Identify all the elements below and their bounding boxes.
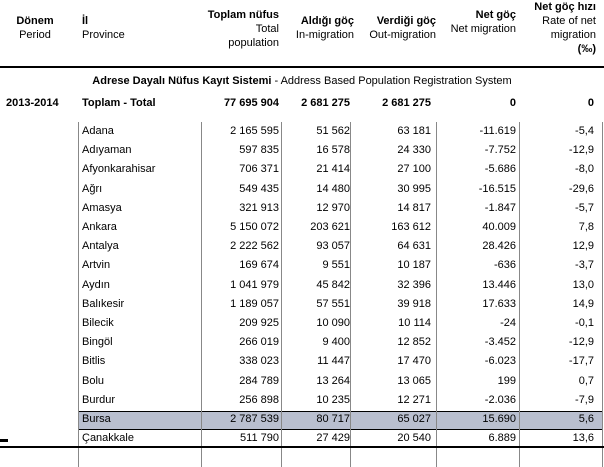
cell-rate: 12,9 <box>572 240 594 253</box>
cell-out-migration: 13 065 <box>397 374 431 387</box>
cell-net-migration: 15.690 <box>482 413 516 425</box>
table-row[interactable] <box>0 122 604 141</box>
total-out: 2 681 275 <box>382 97 431 109</box>
cell-province: Balıkesir <box>82 297 125 310</box>
cell-out-migration: 27 100 <box>397 163 431 176</box>
section-title: Adrese Dayalı Nüfus Kayıt Sistemi - Address Based Population Registration System <box>92 75 512 87</box>
cell-rate: -0,1 <box>575 317 594 329</box>
cell-rate: -8,0 <box>575 163 594 176</box>
cell-out-migration: 20 540 <box>397 432 431 445</box>
cell-rate: 13,6 <box>572 432 594 445</box>
cell-rate: 5,6 <box>578 413 594 425</box>
table-row[interactable] <box>0 218 604 237</box>
cell-net-migration: -1.847 <box>484 201 516 214</box>
cell-population: 5 150 072 <box>230 221 279 233</box>
cell-in-migration: 10 235 <box>316 393 350 406</box>
cell-out-migration: 64 631 <box>397 240 431 253</box>
cell-population: 549 435 <box>239 182 279 195</box>
total-population: 77 695 904 <box>223 97 279 109</box>
cell-in-migration: 13 264 <box>316 374 350 387</box>
cell-net-migration: -7.752 <box>484 144 516 157</box>
cell-net-migration: -2.036 <box>484 393 516 406</box>
cell-rate: 14,9 <box>572 297 594 310</box>
cell-rate: 7,8 <box>578 221 594 233</box>
cell-out-migration: 12 271 <box>397 393 431 406</box>
table-row[interactable] <box>0 410 604 429</box>
cell-population: 597 835 <box>239 144 279 157</box>
cell-province: Artvin <box>82 259 111 272</box>
cell-rate: -3,7 <box>575 259 594 272</box>
column-divider <box>602 122 603 467</box>
total-net: 0 <box>509 97 516 109</box>
cell-out-migration: 39 918 <box>397 297 431 310</box>
header-divider <box>0 66 604 68</box>
table-row[interactable] <box>0 333 604 352</box>
cell-out-migration: 32 396 <box>397 278 431 291</box>
cell-province: Afyonkarahisar <box>82 163 156 176</box>
cell-population: 169 674 <box>239 259 279 272</box>
cell-net-migration: -24 <box>500 317 516 329</box>
cell-province: Bursa <box>82 413 111 425</box>
cell-net-migration: 28.426 <box>482 240 516 253</box>
column-divider <box>78 122 79 467</box>
cell-population: 321 913 <box>239 201 279 214</box>
cell-population: 2 222 562 <box>230 240 279 253</box>
cell-province: Bingöl <box>82 336 113 349</box>
cell-net-migration: -16.515 <box>478 182 516 195</box>
cell-rate: -7,9 <box>575 393 594 406</box>
table-row[interactable] <box>0 391 604 410</box>
header-net-migration: Net göç Net migration <box>450 9 516 35</box>
cell-province: Adana <box>82 125 114 137</box>
header-rate: Net göç hızı Rate of net migration (‰) <box>534 1 596 55</box>
table-row[interactable] <box>0 180 604 199</box>
cell-net-migration: 6.889 <box>488 432 516 445</box>
cell-province: Çanakkale <box>82 432 134 445</box>
cell-in-migration: 93 057 <box>316 240 350 253</box>
cell-rate: -12,9 <box>568 144 594 157</box>
cell-out-migration: 10 114 <box>398 317 431 329</box>
cell-net-migration: -11.619 <box>479 125 516 137</box>
column-divider <box>436 122 437 467</box>
cell-out-migration: 10 187 <box>397 259 431 272</box>
cell-population: 706 371 <box>239 163 279 176</box>
cell-population: 256 898 <box>239 393 279 406</box>
cell-in-migration: 51 562 <box>316 125 350 137</box>
cell-in-migration: 10 090 <box>316 317 350 329</box>
cell-population: 1 189 057 <box>230 297 279 310</box>
cell-population: 2 787 539 <box>230 413 279 425</box>
table-row[interactable] <box>0 141 604 160</box>
cell-net-migration: -3.452 <box>484 336 516 349</box>
cell-population: 2 165 595 <box>230 125 279 137</box>
cell-rate: -5,7 <box>575 201 594 214</box>
cell-out-migration: 30 995 <box>397 182 431 195</box>
cell-net-migration: 13.446 <box>482 278 516 291</box>
cell-in-migration: 12 970 <box>316 201 350 214</box>
cell-net-migration: -636 <box>493 259 516 272</box>
total-row <box>0 97 604 113</box>
cell-province: Adıyaman <box>82 144 132 157</box>
selected-row-underline <box>0 446 604 448</box>
header-out-migration: Verdiği göç Out-migration <box>369 15 436 41</box>
cell-population: 266 019 <box>239 336 279 349</box>
cell-rate: 0,7 <box>578 374 594 387</box>
cell-net-migration: 199 <box>497 374 516 387</box>
table-row[interactable] <box>0 199 604 218</box>
header-in-migration: Aldığı göç In-migration <box>295 15 354 41</box>
cell-province: Bitlis <box>82 355 106 368</box>
cell-population: 1 041 979 <box>230 278 279 291</box>
cell-in-migration: 14 480 <box>316 182 350 195</box>
total-in: 2 681 275 <box>301 97 350 109</box>
cell-in-migration: 203 621 <box>310 221 350 233</box>
cell-net-migration: -6.023 <box>484 355 516 368</box>
cell-in-migration: 27 429 <box>316 432 350 445</box>
cell-province: Amasya <box>82 201 122 214</box>
cell-in-migration: 45 842 <box>316 278 350 291</box>
cell-net-migration: 17.633 <box>482 297 516 310</box>
cell-rate: 13,0 <box>572 278 594 291</box>
total-period: 2013-2014 <box>6 97 59 109</box>
cell-net-migration: -5.686 <box>484 163 516 176</box>
cell-province: Bolu <box>82 374 105 387</box>
cell-population: 511 790 <box>240 432 279 445</box>
cell-province: Bilecik <box>82 317 114 329</box>
table-row[interactable] <box>0 160 604 179</box>
cell-population: 284 789 <box>239 374 279 387</box>
column-divider <box>350 122 351 467</box>
cell-in-migration: 16 578 <box>316 144 350 157</box>
table-row[interactable] <box>0 237 604 256</box>
cell-province: Ağrı <box>82 182 103 195</box>
cell-rate: -5,4 <box>575 125 594 137</box>
cell-out-migration: 63 181 <box>397 125 431 137</box>
column-divider <box>201 122 202 467</box>
total-label: Toplam - Total <box>82 97 156 109</box>
header-period: Dönem Period <box>16 15 54 41</box>
cell-in-migration: 80 717 <box>316 413 350 425</box>
column-divider <box>519 122 520 467</box>
cell-out-migration: 17 470 <box>397 355 431 368</box>
cell-in-migration: 9 551 <box>322 259 350 272</box>
table-row[interactable] <box>0 256 604 275</box>
table-row[interactable] <box>0 295 604 314</box>
cell-in-migration: 9 400 <box>322 336 350 349</box>
cell-out-migration: 163 612 <box>391 221 431 233</box>
cell-population: 209 925 <box>239 317 279 329</box>
cell-in-migration: 11 447 <box>317 355 350 368</box>
table-row[interactable] <box>0 352 604 371</box>
cell-rate: -29,6 <box>568 182 594 195</box>
cell-province: Aydın <box>82 278 110 291</box>
cell-rate: -17,7 <box>568 355 594 368</box>
header-province: İl Province <box>82 15 125 41</box>
total-rate: 0 <box>587 97 594 109</box>
cell-population: 338 023 <box>239 355 279 368</box>
cell-in-migration: 21 414 <box>316 163 350 176</box>
selection-marker <box>0 439 8 442</box>
table-row[interactable] <box>0 372 604 391</box>
table-row[interactable] <box>0 314 604 333</box>
cell-rate: -12,9 <box>568 336 594 349</box>
cell-province: Burdur <box>82 393 116 406</box>
cell-province: Antalya <box>82 240 119 253</box>
cell-province: Ankara <box>82 221 117 233</box>
header-population: Toplam nüfus Total population <box>207 9 279 49</box>
cell-out-migration: 12 852 <box>397 336 431 349</box>
cell-net-migration: 40.009 <box>482 221 516 233</box>
table-row[interactable] <box>0 276 604 295</box>
cell-out-migration: 24 330 <box>397 144 431 157</box>
cell-out-migration: 14 817 <box>397 201 431 214</box>
table-header <box>0 0 604 66</box>
cell-in-migration: 57 551 <box>316 297 350 310</box>
column-divider <box>281 122 282 467</box>
cell-out-migration: 65 027 <box>397 413 431 425</box>
